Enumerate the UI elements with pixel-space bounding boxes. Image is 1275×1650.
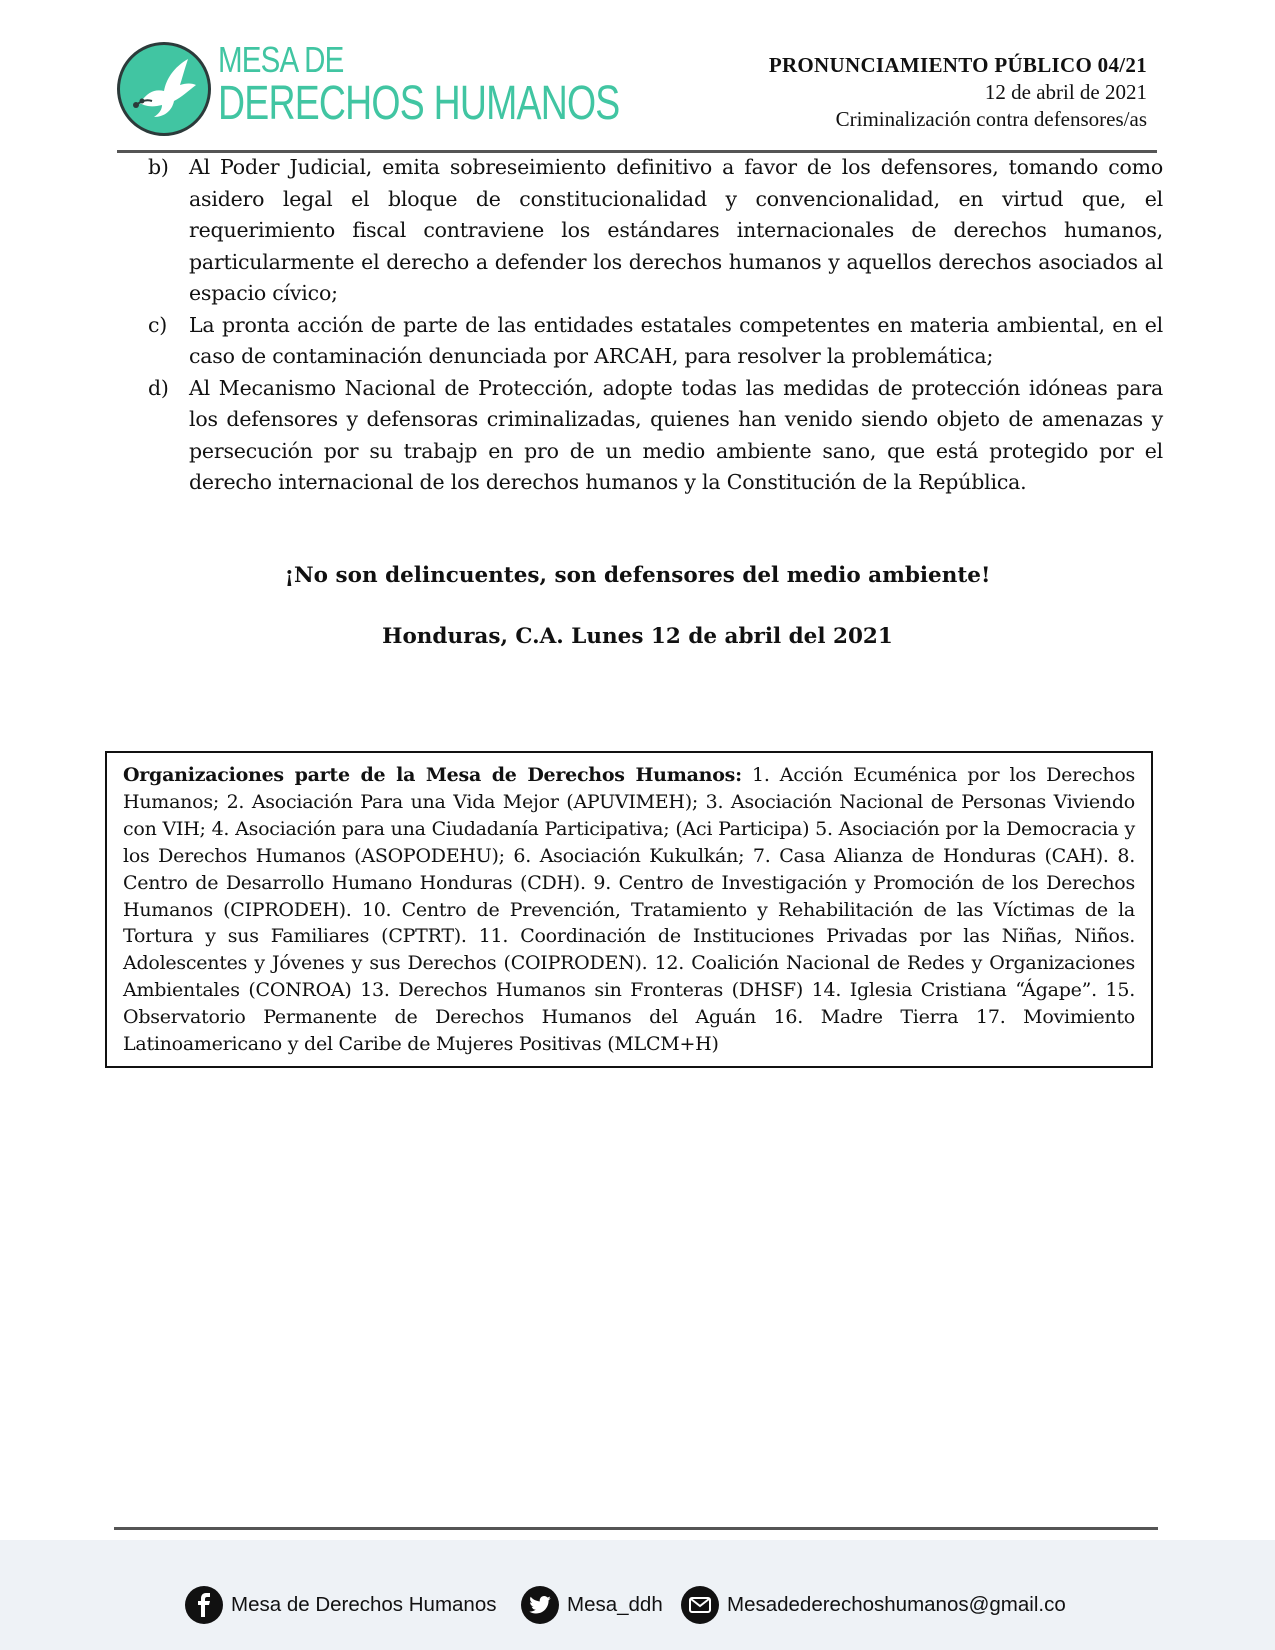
document-subject: Criminalización contra defensores/as [835,107,1147,131]
organizations-box [105,751,1153,1068]
footer [0,1540,1275,1650]
list-marker: b) [148,155,169,179]
list-item [148,373,1163,499]
email-label: Mesadederechoshumanos@gmail.co [727,1593,1066,1616]
document-title: PRONUNCIAMIENTO PÚBLICO 04/21 [768,53,1147,77]
organizations-text: 1. Acción Ecuménica por los Derechos Humanos; 2. Asociación Para una Vida Mejor (APUVIMEH); 3. Asociación Nacional de Personas Viviendo con VIH; 4. Asociación para una Ciudadanía Participativa; (Aci Participa) 5. Asociación por la Democracia y los Derechos Humanos (ASOPODEHU); 6. Asociación Kukulkán; 7. Casa Alianza de Honduras (CAH). 8. Centro de Desarrollo Humano Honduras (CDH). 9. Centro de Investigación y Promoción de los Derechos Humanos (CIPRODEH). 10. Centro de Prevención, Tratamiento y Rehabilitación de las Víctimas de la Tortura y sus Familiares (CPTRT). 11. Coordinación de Instituciones Privadas por las Niñas, Niños. Adolescentes y Jóvenes y sus Derechos (COIPRODEN). 12. Coalición Nacional de Redes y Organizaciones Ambientales (CONROA) 13. Derechos Humanos sin Fronteras (DHSF) 14. Iglesia Cristiana “Ágape”. 15. Observatorio Permanente de Derechos Humanos del Aguán 16. Madre Tierra 17. Movimiento Latinoamericano y del Caribe de Mujeres Positivas (MLCM+H) [123,764,1136,1056]
list-item [148,310,1163,373]
place-date: Honduras, C.A. Lunes 12 de abril del 2021 [382,624,893,649]
list-item [148,152,1163,310]
list-item-text: Al Mecanismo Nacional de Protección, adopte todas las medidas de protección idóneas para los defensores y defensoras criminalizadas, quienes han venido siendo objeto de amenazas y persecución por su trabajp en pro de un medio ambiente sano, que está protegido por el derecho internacional de los derechos humanos y la Constitución de la República. [189,375,1163,494]
list-marker: c) [148,312,168,337]
slogan: ¡No son delincuentes, son defensores del medio ambiente! [284,563,991,588]
footer-divider [114,1527,1158,1530]
twitter-label: Mesa_ddh [567,1593,663,1616]
logo-line-2: DERECHOS HUMANOS [218,77,620,130]
email-icon [681,1586,719,1624]
dove-icon [117,42,211,136]
facebook-label: Mesa de Derechos Humanos [231,1593,497,1616]
organizations-lead: Organizaciones parte de la Mesa de Derechos Humanos: [123,764,742,786]
list-marker: d) [148,375,169,400]
document-header [769,52,1147,133]
facebook-icon [185,1586,223,1624]
footer-twitter[interactable] [521,1585,663,1625]
footer-email[interactable] [681,1585,1066,1625]
twitter-icon [521,1586,559,1624]
list-item-text: Al Poder Judicial, emita sobreseimiento definitivo a favor de los defensores, tomando como asidero legal el bloque de constitucionalidad y convencionalidad, en virtud que, el requerimiento fiscal contraviene los estándares internacionales de derechos humanos, particularmente el derecho a defender los derechos humanos y aquellos derechos asociados al espacio cívico; [189,155,1163,305]
document-date: 12 de abril de 2021 [984,80,1147,104]
list-item-text: La pronta acción de parte de las entidades estatales competentes en materia ambiental, en el caso de contaminación denunciada por ARCAH, para resolver la problemática; [189,312,1163,368]
footer-facebook[interactable] [185,1585,497,1625]
organization-logo [117,39,620,138]
logo-line-1: MESA DE [218,39,344,80]
demands-list [148,152,1163,499]
